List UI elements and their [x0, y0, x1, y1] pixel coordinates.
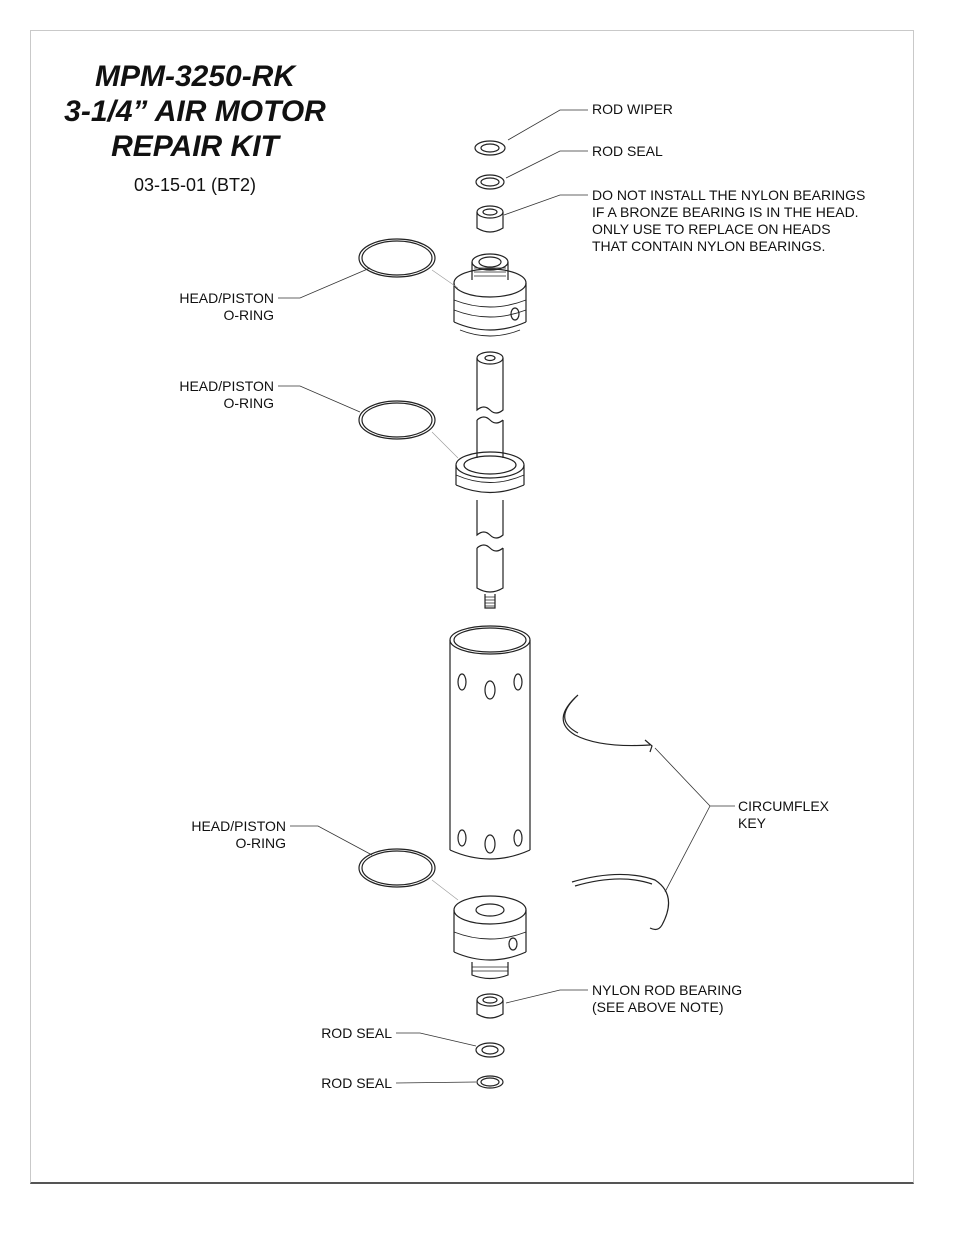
piston-rod-lower	[477, 500, 503, 608]
revision-date: 03-15-01 (BT2)	[133, 175, 257, 195]
nylon-rod-bearing-line-2: (SEE ABOVE NOTE)	[592, 999, 724, 1015]
label-rod-seal-bottom-1: ROD SEAL	[321, 1025, 392, 1041]
label-oring-2	[150, 378, 274, 412]
oring-3-line-1: HEAD/PISTON	[191, 818, 286, 834]
label-nylon-rod-bearing	[592, 982, 742, 1016]
rod-seal-bottom-2-part	[477, 1076, 503, 1088]
kit-description: 3-1/4” AIR MOTOR	[64, 95, 326, 128]
oring-1-line-2: O-RING	[223, 307, 274, 323]
nylon-bearing-top-part	[477, 206, 503, 232]
nylon-note-line-3: ONLY USE TO REPLACE ON HEADS	[592, 221, 831, 237]
circumflex-key-line-2: KEY	[738, 815, 767, 831]
nylon-note-line-4: THAT CONTAIN NYLON BEARINGS.	[592, 238, 826, 254]
assembly-lines	[432, 270, 458, 900]
oring-2-part	[359, 401, 435, 439]
nylon-note-line-1: DO NOT INSTALL THE NYLON BEARINGS	[592, 187, 866, 203]
cylinder-barrel-part	[450, 626, 530, 859]
label-oring-3	[160, 818, 286, 852]
label-rod-seal-top: ROD SEAL	[592, 143, 663, 159]
circumflex-key-upper-part	[563, 695, 652, 752]
label-oring-1	[150, 290, 274, 324]
kit-part-number: MPM-3250-RK	[94, 60, 296, 93]
rod-seal-top-part	[476, 175, 504, 189]
circumflex-key-line-1: CIRCUMFLEX	[738, 798, 830, 814]
piston-part	[456, 452, 524, 493]
label-nylon-note	[592, 187, 865, 255]
oring-1-part	[359, 239, 435, 277]
kit-name: REPAIR KIT	[111, 130, 279, 163]
rod-seal-bottom-1-part	[476, 1043, 504, 1057]
lower-head-part	[454, 896, 526, 979]
piston-rod-upper	[477, 352, 503, 458]
label-rod-seal-bottom-2: ROD SEAL	[321, 1075, 392, 1091]
oring-2-line-1: HEAD/PISTON	[179, 378, 274, 394]
oring-3-line-2: O-RING	[235, 835, 286, 851]
oring-2-line-2: O-RING	[223, 395, 274, 411]
nylon-note-line-2: IF A BRONZE BEARING IS IN THE HEAD.	[592, 204, 859, 220]
leader-lines	[278, 110, 735, 1083]
rod-wiper-part	[475, 141, 505, 155]
label-circumflex-key	[738, 798, 829, 832]
label-rod-wiper: ROD WIPER	[592, 101, 673, 117]
oring-1-line-1: HEAD/PISTON	[179, 290, 274, 306]
nylon-rod-bearing-part	[477, 994, 503, 1018]
circumflex-key-lower-part	[572, 874, 669, 929]
upper-head-part	[454, 254, 526, 336]
nylon-rod-bearing-line-1: NYLON ROD BEARING	[592, 982, 743, 998]
oring-3-part	[359, 849, 435, 887]
